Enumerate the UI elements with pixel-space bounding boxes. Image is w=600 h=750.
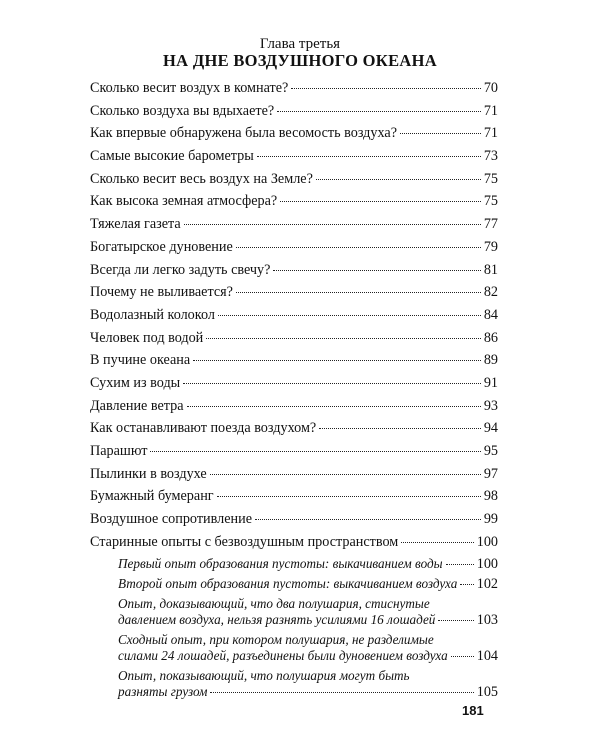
toc-entry-page: 98 — [483, 488, 498, 505]
toc-entry-title: Сколько весит весь воздух на Земле? — [90, 170, 313, 187]
toc-entry-title: Давление ветра — [90, 397, 184, 414]
toc-entry-title: Как впервые обнаружена была весомость воздуха? — [90, 125, 397, 142]
toc-entry-title: Как высока земная атмосфера? — [90, 193, 278, 210]
toc-subentry-row — [118, 684, 498, 704]
chapter-title: НА ДНЕ ВОЗДУШНОГО ОКЕАНА — [163, 51, 437, 70]
toc-entry — [90, 488, 498, 511]
toc-entry-title: Самые высокие барометры — [90, 148, 254, 165]
toc-entry-page: 81 — [483, 261, 498, 278]
dot-leader — [236, 292, 481, 293]
toc-subentry — [90, 556, 498, 576]
toc-subentry-row — [118, 576, 498, 596]
toc-entry-title: Почему не выливается? — [90, 284, 233, 301]
toc-entry-page: 79 — [483, 238, 498, 255]
toc-subentry-page: 105 — [476, 684, 498, 701]
toc-entry-title: Сколько весит воздух в комнате? — [90, 80, 289, 96]
toc-subentry-page: 104 — [476, 648, 498, 665]
toc-entry — [90, 80, 498, 103]
toc-entry-page: 82 — [483, 284, 498, 301]
toc-entry-title: Парашют — [90, 443, 148, 459]
dot-leader — [280, 201, 481, 202]
toc-subentry — [90, 596, 498, 632]
dot-leader — [273, 270, 480, 271]
dot-leader — [316, 179, 481, 180]
toc-subentry-page: 103 — [476, 612, 498, 629]
toc-entry-title: Пылинки в воздухе — [90, 465, 207, 482]
toc-entry — [90, 307, 498, 330]
toc-entry — [90, 284, 498, 307]
toc-subentry-row — [118, 648, 498, 668]
toc-entry — [90, 466, 498, 489]
dot-leader — [291, 88, 480, 89]
dot-leader — [187, 406, 481, 407]
toc-entry-page: 70 — [483, 80, 498, 96]
toc-entry — [90, 534, 498, 557]
toc-entry-page: 100 — [476, 533, 498, 550]
toc-subentry-page: 102 — [476, 576, 498, 593]
toc-entry — [90, 125, 498, 148]
toc-entry — [90, 511, 498, 534]
toc-entry — [90, 262, 498, 285]
toc-entry — [90, 398, 498, 421]
dot-leader — [446, 564, 474, 565]
toc-entry-title: В пучине океана — [90, 352, 191, 369]
toc-entry-title: Сколько воздуха вы вдыхаете? — [90, 102, 275, 119]
dot-leader — [206, 338, 481, 339]
toc-entry — [90, 171, 498, 194]
toc-entry — [90, 239, 498, 262]
toc-subentry-title: давлением воздуха, нельзя разнять усилиями 16 лошадей — [118, 612, 436, 628]
toc-subentry-title: Первый опыт образования пустоты: выкачиванием воды — [118, 556, 443, 572]
dot-leader — [277, 111, 481, 112]
toc-entry — [90, 103, 498, 126]
toc-subentry — [90, 668, 498, 704]
dot-leader — [257, 156, 481, 157]
dot-leader — [217, 496, 481, 497]
toc-entry-page: 93 — [483, 397, 498, 414]
toc-entry-page: 71 — [483, 125, 498, 142]
toc-entry — [90, 193, 498, 216]
dot-leader — [438, 620, 473, 621]
toc-subentry-title: силами 24 лошадей, разъединены были дуновением воздуха — [118, 648, 448, 664]
table-of-contents — [90, 80, 498, 704]
chapter-label: Глава третья — [259, 36, 341, 52]
dot-leader — [150, 451, 480, 452]
toc-subentry-row — [118, 612, 498, 632]
toc-entry-title: Богатырское дуновение — [90, 238, 233, 255]
toc-entry-page: 75 — [483, 170, 498, 187]
toc-entry-page: 77 — [483, 216, 498, 233]
toc-entry — [90, 443, 498, 466]
toc-entry-title: Как останавливают поезда воздухом? — [90, 420, 317, 437]
dot-leader — [218, 315, 481, 316]
dot-leader — [236, 247, 481, 248]
toc-entry-title: Всегда ли легко задуть свечу? — [90, 261, 271, 278]
toc-subentry-page: 100 — [476, 556, 498, 573]
toc-entry-title: Воздушное сопротивление — [90, 511, 252, 528]
toc-entry — [90, 375, 498, 398]
dot-leader — [184, 224, 481, 225]
dot-leader — [401, 542, 473, 543]
dot-leader — [210, 474, 481, 475]
toc-subentry-line1: Опыт, показывающий, что полушария могут быть — [118, 668, 410, 684]
dot-leader — [255, 519, 481, 520]
toc-subentry-row — [118, 556, 498, 576]
toc-entry-page: 75 — [483, 193, 498, 210]
toc-entry — [90, 216, 498, 239]
toc-entry-title: Водолазный колокол — [90, 306, 215, 323]
toc-entry-title: Бумажный бумеранг — [90, 488, 214, 505]
toc-subentry-line1: Сходный опыт, при котором полушария, не разделимые — [118, 632, 434, 648]
dot-leader — [400, 133, 481, 134]
toc-entry-page: 91 — [483, 374, 498, 391]
toc-entry-title: Тяжелая газета — [90, 216, 181, 233]
toc-subentry — [90, 632, 498, 668]
toc-subentry-title: Второй опыт образования пустоты: выкачиванием воздуха — [118, 576, 458, 592]
dot-leader — [193, 360, 481, 361]
dot-leader — [451, 656, 474, 657]
toc-entry — [90, 148, 498, 171]
toc-entry-page: 84 — [483, 306, 498, 323]
toc-entry-page: 97 — [483, 465, 498, 482]
page-number: 181 — [462, 703, 484, 718]
dot-leader — [210, 692, 473, 693]
toc-subentry — [90, 576, 498, 596]
toc-entry-page: 71 — [483, 102, 498, 119]
toc-subentry-line1: Опыт, доказывающий, что два полушария, стиснутые — [118, 596, 430, 612]
dot-leader — [319, 428, 481, 429]
dot-leader — [183, 383, 481, 384]
toc-entry-page: 94 — [483, 420, 498, 437]
toc-entry — [90, 420, 498, 443]
toc-subentry-title: разняты грузом — [118, 684, 208, 700]
toc-entry-title: Человек под водой — [90, 329, 204, 346]
toc-entry-page: 99 — [483, 511, 498, 528]
toc-entry-page: 73 — [483, 148, 498, 165]
toc-entry — [90, 330, 498, 353]
toc-entry-title: Сухим из воды — [90, 374, 181, 391]
toc-entry-page: 95 — [483, 443, 498, 459]
toc-entry — [90, 352, 498, 375]
toc-entry-title: Старинные опыты с безвоздушным пространством — [90, 533, 399, 550]
toc-entry-page: 86 — [483, 329, 498, 346]
dot-leader — [460, 584, 473, 585]
toc-entry-page: 89 — [483, 352, 498, 369]
